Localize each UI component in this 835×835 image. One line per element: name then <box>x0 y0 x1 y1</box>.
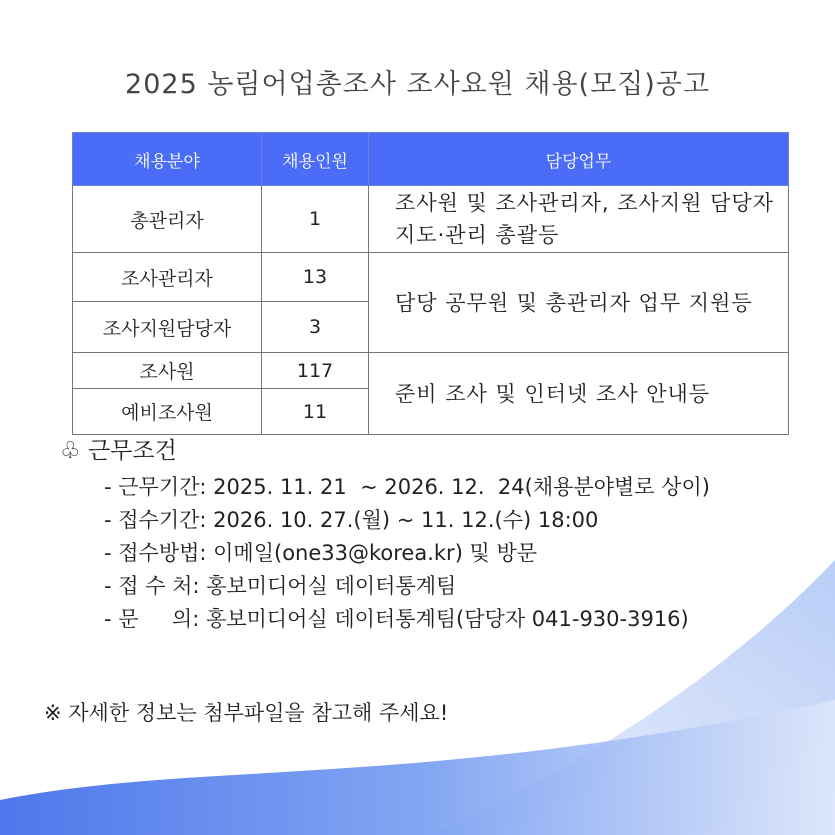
recruitment-table <box>72 132 789 435</box>
table-row <box>73 253 789 302</box>
duty-cell: 담당 공무원 및 총관리자 업무 지원등 <box>369 253 789 353</box>
count-cell: 1 <box>262 186 369 253</box>
field-cell: 총관리자 <box>73 186 262 253</box>
condition-item: - 접 수 처: 홍보미디어실 데이터통계팀 <box>104 574 457 598</box>
table-row <box>73 353 789 389</box>
header-count: 채용인원 <box>262 133 369 186</box>
condition-item: - 접수방법: 이메일(one33@korea.kr) 및 방문 <box>104 541 538 565</box>
field-cell: 조사원 <box>73 353 262 389</box>
duty-cell: 조사원 및 조사관리자, 조사지원 담당자 지도·관리 총괄등 <box>369 186 789 253</box>
header-field: 채용분야 <box>73 133 262 186</box>
count-cell: 11 <box>262 389 369 435</box>
condition-item: - 접수기간: 2026. 10. 27.(월) ~ 11. 12.(수) 18:00 <box>104 508 599 532</box>
header-duty: 담당업무 <box>369 133 789 186</box>
duty-cell: 준비 조사 및 인터넷 조사 안내등 <box>369 353 789 435</box>
condition-item: - 문 의: 홍보미디어실 데이터통계팀(담당자 041-930-3916) <box>104 607 689 631</box>
work-conditions <box>60 432 710 636</box>
count-cell: 13 <box>262 253 369 302</box>
club-icon: ♧ <box>60 438 81 464</box>
attachment-note: ※ 자세한 정보는 첨부파일을 참고해 주세요! <box>44 701 449 725</box>
field-cell: 조사지원담당자 <box>73 302 262 353</box>
conditions-heading: 근무조건 <box>87 438 177 464</box>
table-row <box>73 186 789 253</box>
count-cell: 117 <box>262 353 369 389</box>
field-cell: 조사관리자 <box>73 253 262 302</box>
condition-item: - 근무기간: 2025. 11. 21 ~ 2026. 12. 24(채용분야별로 상이) <box>104 475 710 499</box>
page-title: 2025 농림어업총조사 조사요원 채용(모집)공고 <box>125 69 710 100</box>
field-cell: 예비조사원 <box>73 389 262 435</box>
count-cell: 3 <box>262 302 369 353</box>
